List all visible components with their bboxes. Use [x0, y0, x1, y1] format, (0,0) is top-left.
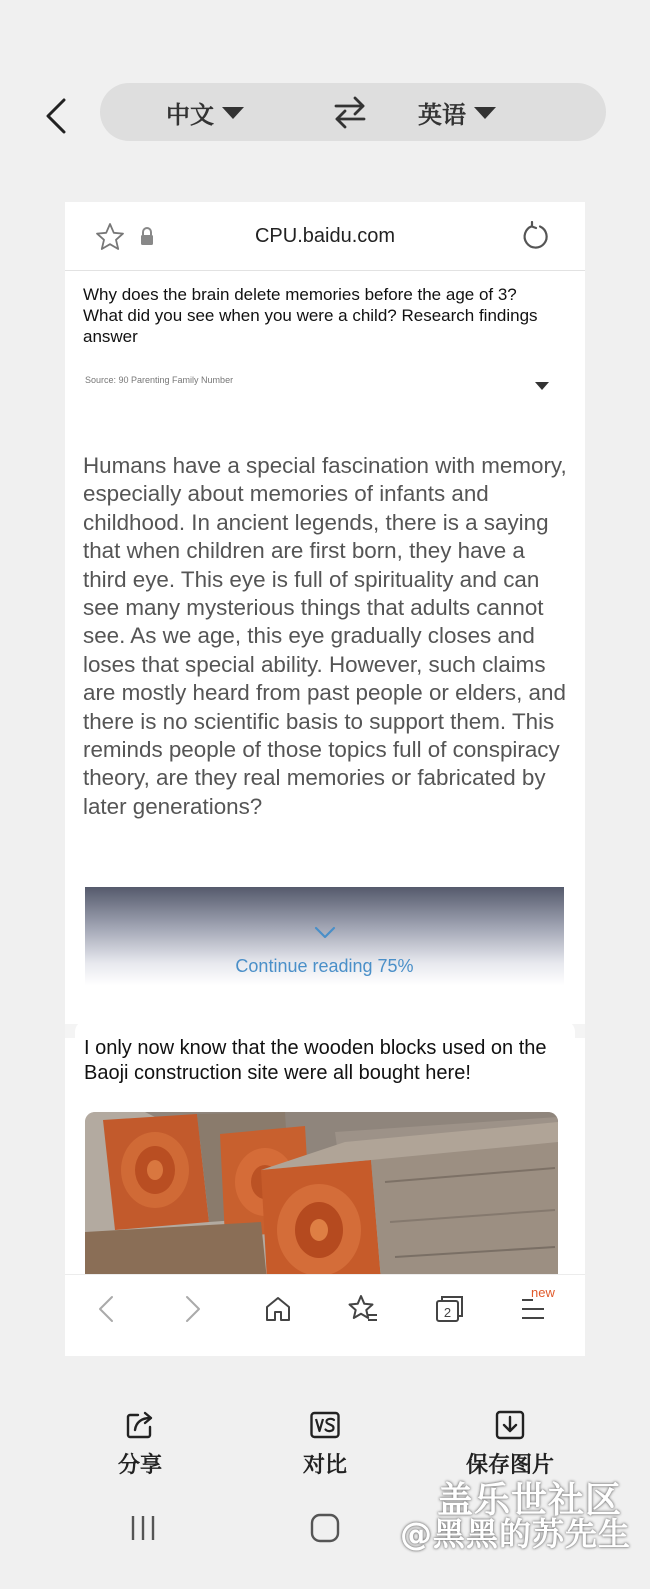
share-label: 分享 [117, 1453, 162, 1478]
feed-title: I only now know that the wooden blocks used on the Baoji construction site were all bought here! [84, 1037, 547, 1084]
tabs-icon [434, 1294, 464, 1324]
chevron-down-icon [313, 926, 337, 940]
feed-item[interactable] [75, 1020, 575, 1280]
browser-preview [65, 202, 585, 1356]
reload-icon[interactable] [521, 221, 551, 251]
url-bar [65, 202, 585, 271]
home-circle-icon [310, 1513, 340, 1543]
browser-home-button[interactable] [260, 1291, 296, 1327]
browser-back-button[interactable] [88, 1291, 124, 1327]
article-body: Humans have a special fascination with memory, especially about memories of infants and childhood. In ancient legends, there is a saying that when children are first born, they have a third eye. This eye is full of spirituality and can see many mysterious things that adults cannot see. As we age, this eye gradually closes and loses that special ability. However, such claims are mostly heard from past people or elders, and there is no scientific basis to support them. This reminds people of those topics full of conspiracy theory, are they real memories or fabricated by later generations? [83, 453, 567, 819]
browser-tabs-button[interactable] [431, 1291, 467, 1327]
share-button[interactable] [85, 1410, 195, 1482]
recent-apps-button[interactable] [118, 1508, 168, 1548]
home-button[interactable] [300, 1508, 350, 1548]
new-badge: new [531, 1285, 555, 1300]
tab-count: 2 [443, 1305, 452, 1320]
chevron-down-icon[interactable] [535, 382, 549, 390]
language-selector [100, 83, 606, 141]
target-language-label: 英语 [418, 100, 466, 129]
share-icon [125, 1410, 155, 1440]
source-language-label: 中文 [166, 100, 214, 129]
browser-bottom-nav [65, 1274, 585, 1343]
browser-forward-button[interactable] [175, 1291, 211, 1327]
watermark-community: 盖乐世社区 [437, 1480, 623, 1521]
article-source: Source: 90 Parenting Family Number [85, 375, 234, 385]
url-text[interactable]: CPU.baidu.com [254, 225, 396, 247]
article-title: Why does the brain delete memories before the age of 3? What did you see when you were a child? Research findings answer [83, 285, 538, 346]
back-icon [44, 97, 68, 135]
save-image-label: 保存图片 [465, 1453, 554, 1478]
back-button[interactable] [36, 92, 76, 140]
browser-bookmarks-button[interactable] [345, 1291, 381, 1327]
download-icon [495, 1410, 525, 1440]
compare-button[interactable] [270, 1410, 380, 1482]
compare-icon [310, 1410, 340, 1440]
continue-reading-button[interactable] [85, 920, 564, 1000]
chevron-down-icon [474, 107, 496, 119]
nav-forward-icon [185, 1295, 201, 1323]
bookmarks-icon [348, 1294, 378, 1324]
wood-blocks-image [85, 1112, 558, 1280]
chevron-down-icon [222, 107, 244, 119]
star-icon[interactable] [95, 222, 125, 252]
source-language-dropdown[interactable] [166, 83, 244, 141]
swap-icon[interactable] [332, 95, 368, 129]
target-language-dropdown[interactable] [418, 83, 496, 141]
compare-label: 对比 [302, 1453, 347, 1478]
home-icon [264, 1295, 292, 1323]
lock-icon [139, 226, 155, 246]
nav-back-icon [98, 1295, 114, 1323]
watermark-author: @黑黑的苏先生 [400, 1515, 632, 1553]
recent-apps-icon [128, 1514, 158, 1542]
continue-reading-label: Continue reading 75% [235, 956, 414, 976]
